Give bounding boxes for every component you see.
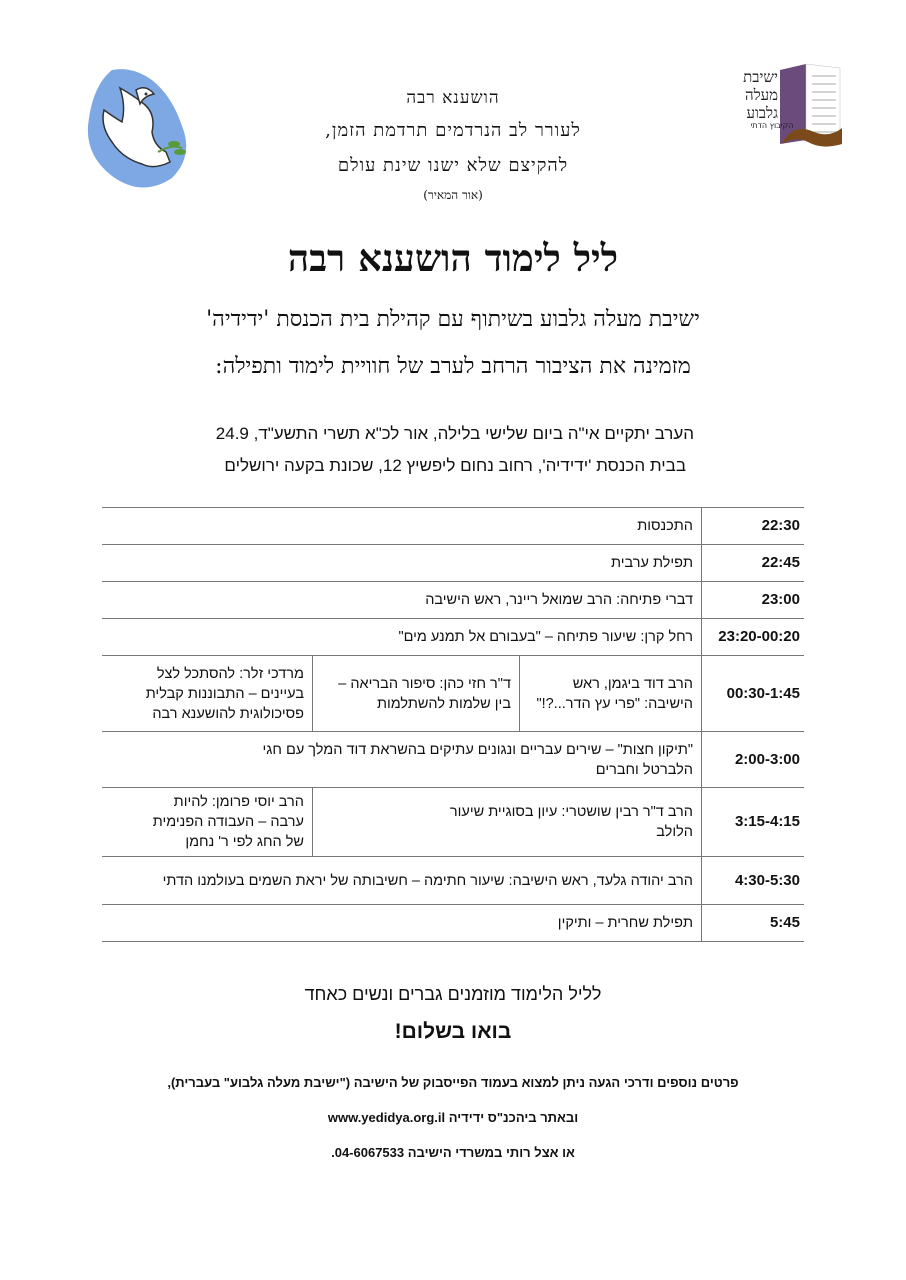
- yeshiva-logo: [722, 62, 846, 152]
- schedule-item: תפילת שחרית – ותיקין: [102, 905, 702, 942]
- schedule-track-1: הרב דוד ביגמן, ראש הישיבה: "פרי עץ הדר...?!": [520, 656, 702, 732]
- schedule-row: [102, 656, 804, 732]
- schedule-row: [102, 905, 804, 942]
- subtitle-line-2: מזמינה את הציבור הרחב לערב של חוויית לימוד ותפילה:: [215, 354, 691, 379]
- schedule-time: 23:20-00:20: [702, 619, 805, 656]
- schedule-row: [102, 857, 804, 905]
- schedule-item: התכנסות: [102, 508, 702, 545]
- schedule-track-3: מרדכי זלר: להסתכל לצל בעיינים – התבוננות קבלית פסיכולוגית להושענא רבה: [102, 656, 313, 732]
- schedule-item: תפילת ערבית: [102, 545, 702, 582]
- schedule-time: 23:00: [702, 582, 805, 619]
- schedule-time: 5:45: [702, 905, 805, 942]
- schedule-row: [102, 619, 804, 656]
- schedule-row: [102, 508, 804, 545]
- svg-text:גלבוע: גלבוע: [746, 104, 778, 122]
- schedule-time: 22:45: [702, 545, 805, 582]
- schedule-track-2: הרב יוסי פרומן: להיות ערבה – העבודה הפנימית של החג לפי ר' נחמן: [102, 788, 313, 857]
- phone-text: או אצל רותי במשרדי הישיבה 04-6067533.: [331, 1145, 575, 1160]
- event-when: הערב יתקיים אי"ה ביום שלישי בלילה, אור לכ"א תשרי התשע"ד, 24.9: [215, 424, 694, 443]
- quote-source: (אור המאיר): [423, 188, 483, 202]
- event-where: בבית הכנסת 'ידידיה', רחוב נחום ליפשיץ 12, שכונת בקעה ירושלים: [224, 456, 686, 475]
- website-text: ובאתר ביהכנ"ס ידידיה www.yedidya.org.il: [327, 1110, 579, 1125]
- page-title: ליל לימוד הושענא רבה: [287, 236, 619, 280]
- schedule-time: 00:30-1:45: [702, 656, 805, 732]
- schedule-track-2: ד"ר חזי כהן: סיפור הבריאה – בין שלמות להשתלמות: [313, 656, 520, 732]
- quote-line-2: לעורר לב הנרדמים תרדמת הזמן,: [325, 120, 581, 141]
- schedule-row: [102, 582, 804, 619]
- quote-line-3: להקיצם שלא ישנו שינת עולם: [337, 155, 569, 176]
- schedule-row: [102, 788, 804, 857]
- schedule-track-1: הרב ד"ר רבין שושטרי: עיון בסוגיית שיעור הלולב: [313, 788, 702, 857]
- svg-text:מעלה: מעלה: [744, 86, 778, 104]
- schedule-time: 3:15-4:15: [702, 788, 805, 857]
- quote-line-1: הושענא רבה: [406, 88, 500, 108]
- details-text: פרטים נוספים ודרכי הגעה ניתן למצוא בעמוד הפייסבוק של הישיבה ("ישיבת מעלה גלבוע" בעברית),: [167, 1075, 739, 1090]
- svg-text:ישיבת: ישיבת: [743, 68, 778, 86]
- dove-icon: [82, 66, 192, 198]
- subtitle-line-1: ישיבת מעלה גלבוע בשיתוף עם קהילת בית הכנסת 'ידידיה': [206, 307, 700, 332]
- schedule-item: הרב יהודה גלעד, ראש הישיבה: שיעור חתימה – חשיבותה של יראת השמים בעולמנו הדתי: [102, 857, 702, 905]
- schedule-time: 2:00-3:00: [702, 732, 805, 788]
- schedule-item: רחל קרן: שיעור פתיחה – "בעבורם אל תמנע מים": [102, 619, 702, 656]
- schedule-time: 22:30: [702, 508, 805, 545]
- schedule-row: [102, 545, 804, 582]
- invite-text: לליל הלימוד מוזמנים גברים ונשים כאחד: [304, 984, 602, 1004]
- schedule-row: [102, 732, 804, 788]
- schedule-table: [102, 507, 804, 942]
- schedule-item: "תיקון חצות" – שירים עבריים ונגונים עתיקים בהשראת דוד המלך עם חגי הלברטל וחברים: [102, 732, 702, 788]
- welcome-text: בואו בשלום!: [394, 1020, 512, 1043]
- schedule-item: דברי פתיחה: הרב שמואל ריינר, ראש הישיבה: [102, 582, 702, 619]
- logo-caption: הקיבוץ הדתי: [750, 121, 794, 130]
- schedule-time: 4:30-5:30: [702, 857, 805, 905]
